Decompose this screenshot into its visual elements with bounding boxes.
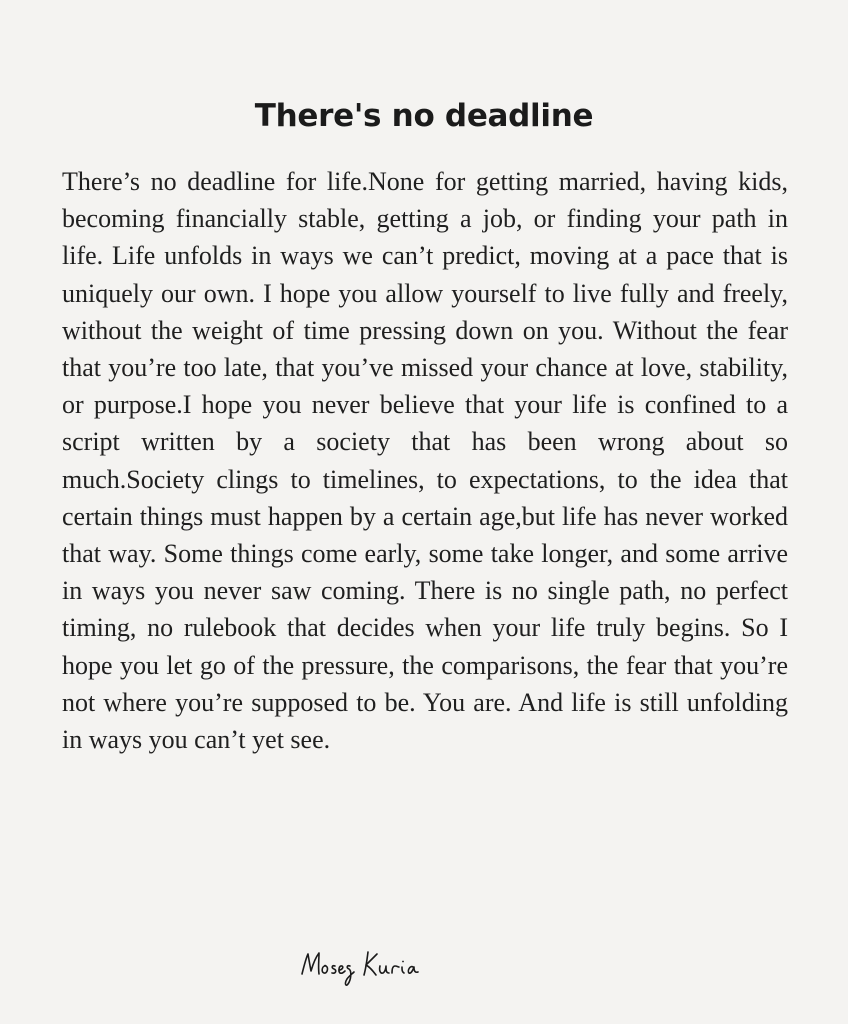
- body-paragraph: There’s no deadline for life.None for getting married, having kids, becoming financially stable, getting a job, or finding your path in life. Life unfolds in ways we can’t predict, moving at a pace that is uniquely our own. I hope you allow yourself to live fully and freely, without the weight of time pressing down on you. Without the fear that you’re too late, that you’ve missed your chance at love, stability, or purpose.I hope you never believe that your life is confined to a script written by a society that has been wrong about so much.Society clings to timelines, to expectations, to the idea that certain things must happen by a certain age,but life has never worked that way. Some things come early, some take longer, and some arrive in ways you never saw coming. There is no single path, no perfect timing, no rulebook that decides when your life truly begins. So I hope you let go of the pressure, the comparisons, the fear that you’re not where you’re supposed to be. You are. And life is still unfolding in ways you can’t yet see.: [62, 167, 788, 755]
- signature-image: [298, 944, 438, 994]
- page-title: There's no deadline: [254, 98, 594, 134]
